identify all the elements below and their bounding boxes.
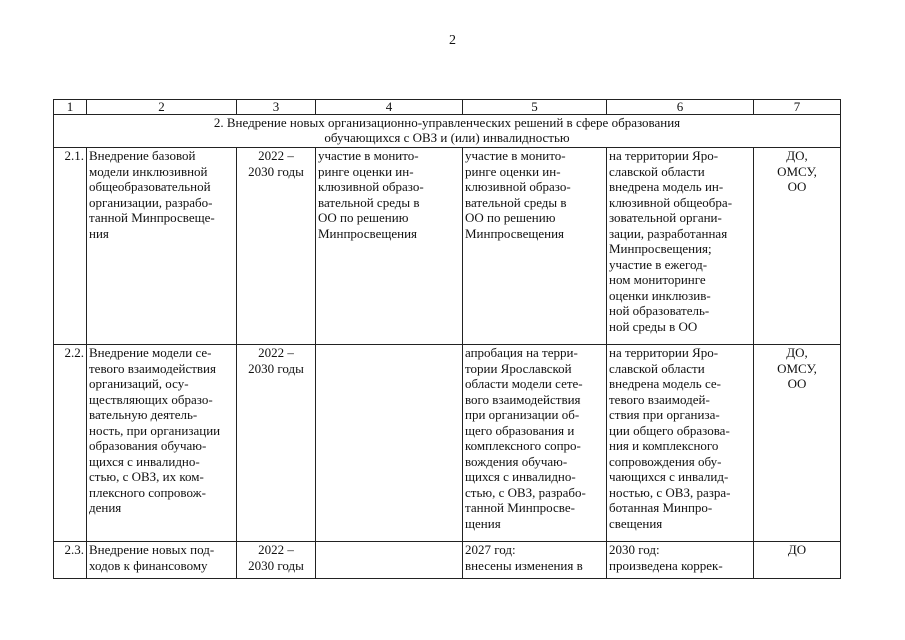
measure-name: Внедрение новых под- ходов к финансовому [87,542,237,579]
column-number-cell: 3 [237,100,316,115]
column-number-row [54,100,841,115]
row-number: 2.1. [54,148,87,345]
cell-col5: 2027 год: внесены изменения в [463,542,607,579]
cell-col5: участие в монито- ринге оценки ин- клюзивной образо- вательной среды в ОО по решению Минпросвещения [463,148,607,345]
cell-col4 [316,345,463,542]
column-number-cell: 4 [316,100,463,115]
cell-col4 [316,542,463,579]
period: 2022 – 2030 годы [237,542,316,579]
responsible: ДО, ОМСУ, ОО [754,345,841,542]
section-row [54,115,841,148]
section-title: 2. Внедрение новых организационно-управленческих решений в сфере образования обучающихся с ОВЗ и (или) инвалидностью [54,115,841,148]
page-number: 2 [449,33,456,48]
period: 2022 – 2030 годы [237,148,316,345]
cell-col5: апробация на терри- тории Ярославской области модели сете- вого взаимодействия при организации об- щего образования и комплексного сопро- вождения обучаю- щихся с инвалидно- стью, с ОВЗ, разрабо- танной Минпросве- щения [463,345,607,542]
table-row [54,345,841,542]
column-number-cell: 1 [54,100,87,115]
column-number-cell: 2 [87,100,237,115]
period: 2022 – 2030 годы [237,345,316,542]
row-number: 2.3. [54,542,87,579]
cell-col6: 2030 год: произведена коррек- [607,542,754,579]
measure-name: Внедрение модели се- тевого взаимодействия организаций, осу- ществляющих образо- вательную деятель- ность, при организации образования обучаю- щихся с инвалидно- стью, с ОВЗ, их ком- плексного сопровож- дения [87,345,237,542]
cell-col6: на территории Яро- славской области внедрена модель се- тевого взаимодей- ствия при организа- ции общего образова- ния и комплексного сопровождения обу- чающихся с инвалид- ностью, с ОВЗ, разра- ботанная Минпро- свещения [607,345,754,542]
responsible: ДО [754,542,841,579]
cell-col4: участие в монито- ринге оценки ин- клюзивной образо- вательной среды в ОО по решению Минпросвещения [316,148,463,345]
cell-col6: на территории Яро- славской области внедрена модель ин- клюзивной общеобра- зовательной органи- зации, разработанная Минпросвещения; участие в ежегод- ном мониторинге оценки инклюзив- ной образователь- ной среды в ОО [607,148,754,345]
measure-name: Внедрение базовой модели инклюзивной общеобразовательной организации, разрабо- танной Минпросвеще- ния [87,148,237,345]
column-number-cell: 6 [607,100,754,115]
measures-table [53,99,841,579]
row-number: 2.2. [54,345,87,542]
responsible: ДО, ОМСУ, ОО [754,148,841,345]
table-row [54,542,841,579]
column-number-cell: 7 [754,100,841,115]
table-row [54,148,841,345]
column-number-cell: 5 [463,100,607,115]
